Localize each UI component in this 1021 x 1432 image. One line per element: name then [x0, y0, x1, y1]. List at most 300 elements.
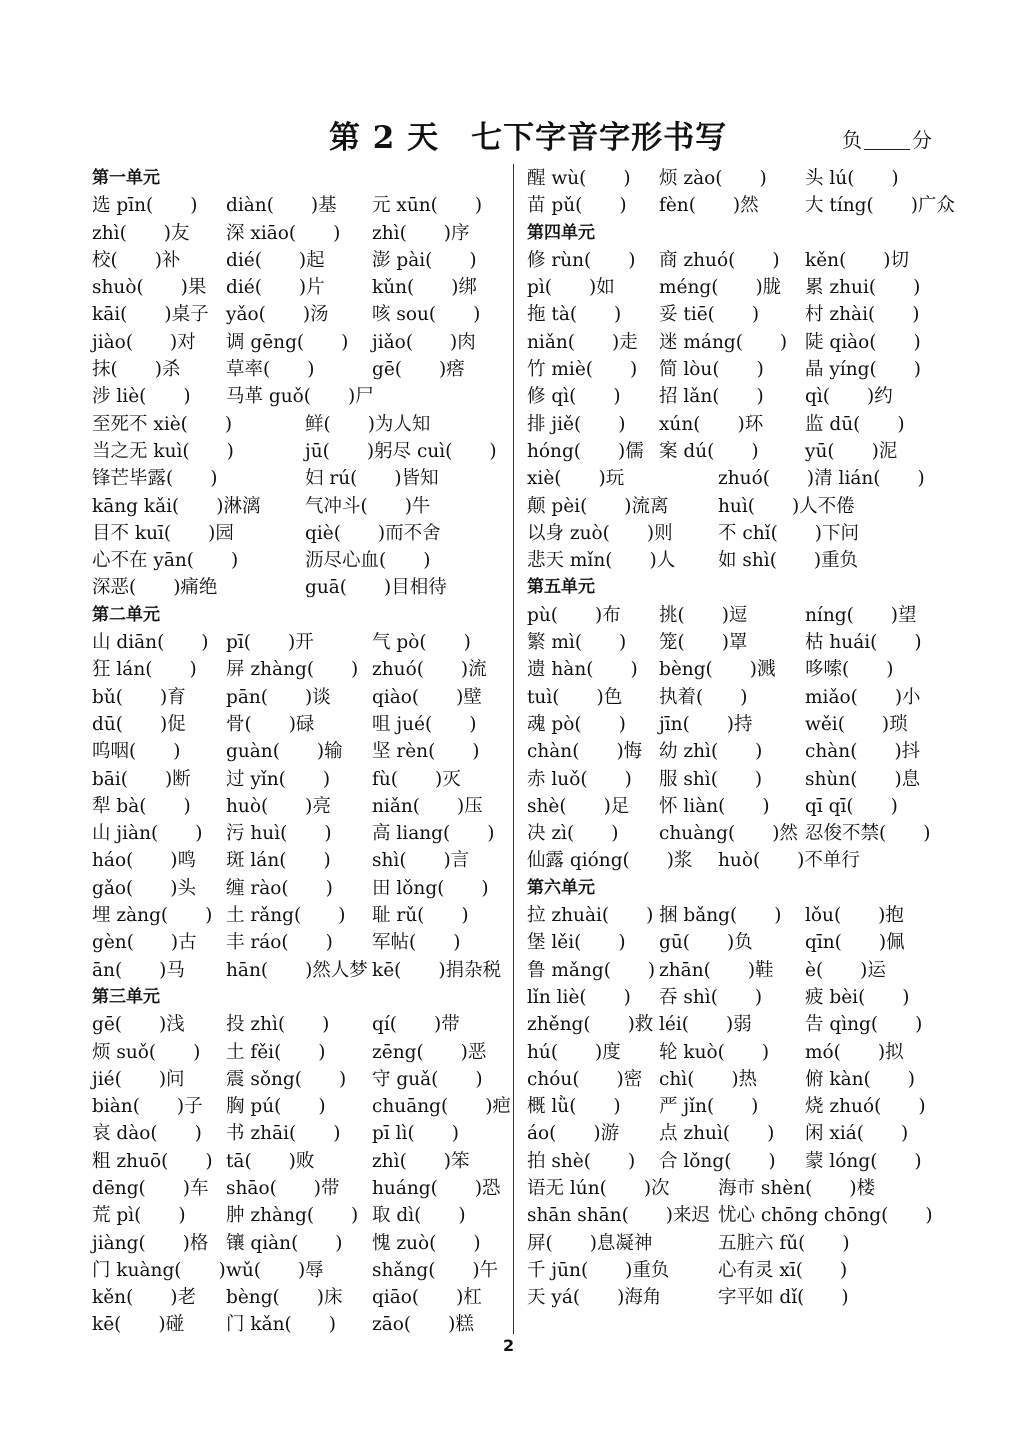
word-item: 选 pīn( ) — [92, 195, 198, 217]
word-item: 魂 pò( ) — [527, 713, 626, 735]
word-item: 深 xiāo( ) — [226, 222, 341, 244]
word-item: 过 yǐn( ) — [226, 768, 331, 790]
word-row — [92, 875, 502, 902]
idiom-row — [527, 465, 997, 492]
section-heading-text: 第二单元 — [92, 604, 160, 625]
word-item: guàn( )输 — [226, 741, 343, 763]
idiom-item: 悲天 mǐn( )人 — [527, 550, 676, 572]
idiom-item: huì( )人不倦 — [718, 495, 855, 517]
section-heading — [92, 165, 502, 192]
word-row — [527, 301, 997, 328]
word-item: chóu( )密 — [527, 1068, 643, 1090]
word-item: 校( )补 — [92, 249, 181, 271]
word-item: 疲 bèi( ) — [805, 986, 910, 1008]
word-item: kěn( )老 — [92, 1287, 197, 1309]
word-item: bèng( )床 — [226, 1287, 343, 1309]
word-row — [92, 1175, 502, 1202]
word-row — [527, 165, 997, 192]
word-item: 拉 zhuài( ) — [527, 905, 654, 927]
word-item: 监 dū( ) — [805, 413, 905, 435]
word-row — [527, 793, 997, 820]
word-item: qī qī( ) — [805, 795, 898, 817]
word-item: yǎo( )汤 — [226, 304, 329, 326]
word-row — [92, 820, 502, 847]
idiom-row — [92, 411, 502, 438]
word-item: 合 lǒng( ) — [659, 1150, 776, 1172]
word-item: shùn( )息 — [805, 768, 921, 790]
word-row — [527, 1148, 997, 1175]
word-item: 竹 miè( ) — [527, 359, 638, 381]
word-row — [527, 383, 997, 410]
section-heading — [527, 875, 997, 902]
word-item: kāi( )桌子 — [92, 304, 209, 326]
idiom-row — [527, 1175, 997, 1202]
word-item: 震 sǒng( ) — [226, 1068, 347, 1090]
word-item: 点 zhuì( ) — [659, 1123, 775, 1145]
word-item: 哆嗦( ) — [805, 659, 894, 681]
word-item: 幼 zhì( ) — [659, 741, 763, 763]
word-row — [92, 329, 502, 356]
word-item: shǎng( )午 — [372, 1259, 499, 1281]
word-row — [92, 274, 502, 301]
score-field — [842, 124, 932, 153]
word-item: 晶 yíng( ) — [805, 359, 921, 381]
word-item: pù( )布 — [527, 604, 621, 626]
word-item: 山 diān( ) — [92, 632, 209, 654]
word-item: qiào( )壁 — [372, 686, 482, 708]
word-item: 陡 qiào( ) — [805, 331, 921, 353]
word-item: 大 tíng( )广众 — [805, 195, 955, 217]
left-column — [92, 165, 511, 1339]
idiom-item: 千 jūn( )重负 — [527, 1259, 670, 1281]
idiom-item: 心不在 yān( ) — [92, 550, 239, 572]
idiom-row — [527, 1257, 997, 1284]
word-item: kěn( )切 — [805, 249, 910, 271]
column-divider — [513, 164, 514, 1334]
word-item: qiāo( )杠 — [372, 1287, 482, 1309]
word-row — [527, 247, 997, 274]
word-row — [92, 847, 502, 874]
word-row — [92, 902, 502, 929]
word-row — [92, 1311, 502, 1338]
word-row — [92, 1148, 502, 1175]
word-item: mó( )拟 — [805, 1041, 904, 1063]
word-item: 修 qì( ) — [527, 386, 621, 408]
section-heading-text: 第四单元 — [527, 222, 595, 243]
idiom-item: 语无 lún( )次 — [527, 1177, 670, 1199]
word-item: 山 jiàn( ) — [92, 823, 203, 845]
word-item: 哀 dào( ) — [92, 1123, 202, 1145]
word-item: hān( )然人梦 — [226, 959, 368, 981]
word-row — [527, 656, 997, 683]
word-row — [92, 220, 502, 247]
word-row — [92, 766, 502, 793]
word-row — [92, 1257, 502, 1284]
word-item: yū( )泥 — [805, 440, 898, 462]
word-row — [527, 438, 997, 465]
word-row — [92, 1066, 502, 1093]
word-item: 捆 bǎng( ) — [659, 905, 782, 927]
word-item: 斑 lán( ) — [226, 850, 331, 872]
word-row — [92, 711, 502, 738]
word-item: 案 dú( ) — [659, 440, 759, 462]
word-item: méng( )胧 — [659, 277, 782, 299]
word-item: 土 fěi( ) — [226, 1041, 326, 1063]
word-item: 缠 rào( ) — [226, 877, 333, 899]
word-item: 怀 liàn( ) — [659, 795, 770, 817]
word-row — [92, 1284, 502, 1311]
idiom-item: 沥尽心血( ) — [305, 550, 431, 572]
word-item: chuàng( )然 — [659, 823, 798, 845]
idiom-item: 不 chǐ( )下问 — [718, 522, 860, 544]
word-item: 涉 liè( ) — [92, 386, 191, 408]
word-item: 土 rǎng( ) — [226, 905, 346, 927]
word-item: biàn( )子 — [92, 1096, 203, 1118]
section-heading-text: 第一单元 — [92, 168, 160, 188]
word-item: 苗 pǔ( ) — [527, 195, 627, 217]
page-title: 第 2 天 七下字音字形书写 — [329, 120, 728, 156]
word-item: lǐn liè( ) — [527, 986, 631, 1008]
word-item: fù( )灭 — [372, 768, 461, 790]
word-item: bāi( )断 — [92, 768, 191, 790]
word-item: jīn( )持 — [659, 713, 753, 735]
idiom-row — [527, 520, 997, 547]
word-row — [527, 356, 997, 383]
word-item: 忍俊不禁( ) — [805, 823, 931, 845]
word-item: 军帖( ) — [372, 932, 461, 954]
word-item: shāo( )带 — [226, 1177, 340, 1199]
idiom-item: guā( )目相待 — [305, 577, 447, 599]
idiom-row — [92, 465, 502, 492]
word-item: 俯 kàn( ) — [805, 1068, 915, 1090]
word-row — [527, 274, 997, 301]
word-item: 荒 pì( ) — [92, 1205, 186, 1227]
idiom-item: 屏( )息凝神 — [527, 1232, 653, 1254]
word-item: 草率( ) — [226, 359, 315, 381]
word-row — [527, 957, 997, 984]
idiom-row — [92, 520, 502, 547]
word-item: xún( )环 — [659, 413, 764, 435]
word-item: 呜咽( ) — [92, 741, 181, 763]
idiom-item: 目不 kuī( )园 — [92, 522, 234, 544]
word-item: 头 lú( ) — [805, 168, 899, 189]
idiom-row — [527, 1230, 997, 1257]
idiom-item: 心有灵 xī( ) — [718, 1259, 848, 1281]
word-item: 高 liang( ) — [372, 823, 495, 845]
idiom-item: 颠 pèi( )流离 — [527, 495, 669, 517]
word-item: gèn( )古 — [92, 932, 197, 954]
word-item: 田 lǒng( ) — [372, 877, 489, 899]
word-item: zhān( )鞋 — [659, 959, 774, 981]
word-row — [527, 1066, 997, 1093]
word-row — [527, 1039, 997, 1066]
word-item: áo( )游 — [527, 1123, 620, 1145]
word-item: niǎn( )压 — [372, 795, 483, 817]
word-item: 简 lòu( ) — [659, 359, 764, 381]
word-item: wǔ( )辱 — [226, 1259, 324, 1281]
word-item: pì( )如 — [527, 277, 615, 299]
idiom-row — [527, 547, 997, 574]
idiom-item: 天 yá( )海角 — [527, 1287, 662, 1309]
word-item: gū( )负 — [659, 932, 753, 954]
word-item: 门 kuàng( ) — [92, 1259, 226, 1281]
idiom-item: 字平如 dǐ( ) — [718, 1287, 849, 1309]
score-prefix: 负 — [842, 128, 862, 152]
score-blank[interactable] — [864, 149, 910, 150]
word-item: jié( )问 — [92, 1068, 185, 1090]
word-item: 吞 shì( ) — [659, 986, 763, 1008]
idiom-item: zhuó( )清 lián( ) — [718, 468, 925, 490]
word-row — [92, 629, 502, 656]
word-item: 挑( )逗 — [659, 604, 748, 626]
idiom-item: 鲜( )为人知 — [305, 413, 431, 435]
word-item: 坚 rèn( ) — [372, 741, 480, 763]
word-item: 严 jǐn( ) — [659, 1096, 759, 1118]
word-item: 狂 lán( ) — [92, 659, 197, 681]
word-item: gē( )瘩 — [372, 359, 465, 381]
word-row — [527, 1093, 997, 1120]
word-row — [92, 684, 502, 711]
word-item: fèn( )然 — [659, 195, 759, 217]
word-item: 闲 xiá( ) — [805, 1123, 909, 1145]
word-item: 执着( ) — [659, 686, 748, 708]
word-item: tā( )败 — [226, 1150, 315, 1172]
word-item: jiàng( )格 — [92, 1232, 209, 1254]
word-row — [92, 1230, 502, 1257]
word-row — [527, 411, 997, 438]
word-item: dū( )促 — [92, 713, 186, 735]
word-item: 书 zhāi( ) — [226, 1123, 341, 1145]
word-item: 醒 wù( ) — [527, 168, 631, 189]
word-item: zhì( )序 — [372, 222, 470, 244]
word-item: 告 qìng( ) — [805, 1014, 923, 1036]
word-item: qīn( )佩 — [805, 932, 905, 954]
word-row — [92, 247, 502, 274]
idiom-item: 锋芒毕露( ) — [92, 468, 218, 490]
word-item: 马革 guǒ( )尸 — [226, 386, 374, 408]
word-item: 抹( )杀 — [92, 359, 181, 381]
section-heading — [527, 574, 997, 601]
word-row — [527, 1120, 997, 1147]
idiom-item: qiè( )而不舍 — [305, 522, 441, 544]
word-row — [527, 192, 997, 219]
idiom-row — [92, 493, 502, 520]
word-item: háo( )鸣 — [92, 850, 197, 872]
word-item: 商 zhuó( ) — [659, 249, 780, 271]
word-item: 服 shì( ) — [659, 768, 763, 790]
idiom-item: 仙露 qióng( )浆 — [527, 850, 693, 872]
idiom-item: 妇 rú( )皆知 — [305, 468, 439, 490]
word-item: 繁 mì( ) — [527, 632, 627, 654]
word-item: diàn( )基 — [226, 195, 337, 217]
section-heading — [527, 220, 997, 247]
word-item: huò( )亮 — [226, 795, 331, 817]
word-item: zhì( )笨 — [372, 1150, 470, 1172]
section-heading-text: 第五单元 — [527, 577, 595, 598]
word-row — [92, 1011, 502, 1038]
word-item: 胸 pú( ) — [226, 1096, 326, 1118]
idiom-item: 忧心 chōng chōng( ) — [718, 1205, 933, 1227]
word-item: è( )运 — [805, 959, 886, 981]
word-item: 遗 hàn( ) — [527, 659, 638, 681]
word-item: kē( )碰 — [92, 1314, 185, 1336]
word-item: 村 zhài( ) — [805, 304, 920, 326]
word-row — [92, 356, 502, 383]
section-heading — [92, 984, 502, 1011]
word-item: shì( )言 — [372, 850, 470, 872]
word-item: huáng( )恐 — [372, 1177, 501, 1199]
word-row — [527, 1011, 997, 1038]
word-item: 犁 bà( ) — [92, 795, 191, 817]
word-row — [92, 1120, 502, 1147]
word-item: zāo( )糕 — [372, 1314, 474, 1336]
word-item: zhěng( )救 — [527, 1014, 654, 1036]
word-item: 愧 zuò( ) — [372, 1232, 481, 1254]
word-row — [527, 711, 997, 738]
idiom-item: 以身 zuò( )则 — [527, 522, 673, 544]
idiom-item: huò( )不单行 — [718, 850, 860, 872]
word-row — [527, 329, 997, 356]
word-item: qì( )约 — [805, 386, 893, 408]
word-row — [92, 383, 502, 410]
section-heading-text: 第三单元 — [92, 986, 160, 1007]
section-heading-text: 第六单元 — [527, 877, 595, 898]
word-row — [527, 738, 997, 765]
word-item: 元 xūn( ) — [372, 195, 483, 217]
word-item: miǎo( )小 — [805, 686, 921, 708]
idiom-row — [92, 438, 502, 465]
idiom-item: kāng kǎi( )淋漓 — [92, 495, 261, 517]
word-item: zhuó( )流 — [372, 659, 487, 681]
word-item: 气 pò( ) — [372, 632, 471, 654]
word-row — [527, 984, 997, 1011]
word-row — [92, 1093, 511, 1120]
idiom-item: 至死不 xiè( ) — [92, 413, 233, 435]
word-row — [92, 1202, 502, 1229]
word-item: pī lì( ) — [372, 1123, 459, 1145]
word-item: 调 gēng( ) — [226, 331, 349, 353]
word-item: qí( )带 — [372, 1014, 460, 1036]
word-item: gǎo( )头 — [92, 877, 196, 899]
right-column — [527, 165, 997, 1311]
word-item: 拖 tà( ) — [527, 304, 622, 326]
word-item: 烦 suǒ( ) — [92, 1041, 201, 1063]
word-item: 澎 pài( ) — [372, 249, 477, 271]
idiom-item: 海市 shèn( )楼 — [718, 1177, 876, 1199]
word-item: 鲁 mǎng( ) — [527, 959, 656, 981]
word-item: gē( )浅 — [92, 1014, 185, 1036]
word-row — [527, 684, 997, 711]
word-item: 咳 sou( ) — [372, 304, 481, 326]
word-item: zhì( )友 — [92, 222, 190, 244]
word-item: 累 zhui( ) — [805, 277, 921, 299]
word-item: 妥 tiē( ) — [659, 304, 760, 326]
word-item: bèng( )溅 — [659, 659, 776, 681]
idiom-item: 当之无 kuì( ) — [92, 440, 234, 462]
idiom-row — [527, 1202, 997, 1229]
word-item: shè( )足 — [527, 795, 630, 817]
word-item: lǒu( )抱 — [805, 905, 904, 927]
word-item: jiào( )对 — [92, 331, 196, 353]
word-item: níng( )望 — [805, 604, 917, 626]
word-item: 烦 zào( ) — [659, 168, 767, 189]
word-item: 埋 zàng( ) — [92, 905, 213, 927]
word-item: chuāng( )疤 — [372, 1096, 511, 1118]
word-row — [92, 738, 502, 765]
word-row — [527, 929, 997, 956]
word-item: pān( )谈 — [226, 686, 331, 708]
idiom-item: xiè( )玩 — [527, 468, 625, 490]
word-item: 镶 qiàn( ) — [226, 1232, 343, 1254]
word-item: 蒙 lóng( ) — [805, 1150, 922, 1172]
word-item: 修 rùn( ) — [527, 249, 636, 271]
word-row — [527, 602, 997, 629]
word-item: 拍 shè( ) — [527, 1150, 636, 1172]
word-item: 迷 máng( ) — [659, 331, 788, 353]
word-item: dēng( )车 — [92, 1177, 209, 1199]
idiom-row — [527, 493, 997, 520]
word-row — [92, 929, 502, 956]
word-item: 赤 luǒ( ) — [527, 768, 632, 790]
word-item: ān( )马 — [92, 959, 185, 981]
word-item: pī( )开 — [226, 632, 314, 654]
word-item: 丰 ráo( ) — [226, 932, 333, 954]
word-item: 粗 zhuō( ) — [92, 1150, 213, 1172]
word-item: shuò( )果 — [92, 277, 207, 299]
word-item: 投 zhì( ) — [226, 1014, 330, 1036]
section-heading — [92, 602, 502, 629]
word-item: hóng( )儒 — [527, 440, 644, 462]
idiom-item: 深恶( )痛绝 — [92, 577, 218, 599]
score-suffix: 分 — [912, 128, 932, 152]
word-item: chàn( )悔 — [527, 741, 643, 763]
word-item: kǔn( )绑 — [372, 277, 477, 299]
word-row — [92, 192, 502, 219]
word-item: 肿 zhàng( ) — [226, 1205, 359, 1227]
word-item: 排 jiě( ) — [527, 413, 626, 435]
idiom-item: shān shān( )来迟 — [527, 1205, 711, 1227]
idiom-item: jū( )躬尽 cuì( ) — [305, 440, 497, 462]
word-item: 屏 zhàng( ) — [226, 659, 359, 681]
word-row — [527, 766, 997, 793]
word-item: léi( )弱 — [659, 1014, 752, 1036]
word-item: wěi( )琐 — [805, 713, 908, 735]
idiom-row — [92, 547, 502, 574]
word-item: 堡 lěi( ) — [527, 932, 626, 954]
word-row — [527, 629, 997, 656]
idiom-item: 如 shì( )重负 — [718, 550, 859, 572]
word-item: 耻 rǔ( ) — [372, 905, 469, 927]
word-item: hú( )度 — [527, 1041, 621, 1063]
word-row — [92, 1039, 502, 1066]
word-item: zēng( )恶 — [372, 1041, 487, 1063]
word-item: jiǎo( )肉 — [372, 331, 476, 353]
word-item: 枯 huái( ) — [805, 632, 922, 654]
page-number: 2 — [503, 1336, 515, 1355]
idiom-row — [92, 574, 502, 601]
word-item: 污 huì( ) — [226, 823, 332, 845]
word-item: 咀 jué( ) — [372, 713, 477, 735]
word-row — [92, 301, 502, 328]
word-row — [92, 656, 502, 683]
word-row — [92, 793, 502, 820]
word-item: chì( )热 — [659, 1068, 758, 1090]
word-row — [527, 820, 997, 847]
word-item: 烧 zhuó( ) — [805, 1096, 926, 1118]
word-item: bǔ( )育 — [92, 686, 186, 708]
word-item: 骨( )碌 — [226, 713, 315, 735]
word-item: 概 lǜ( ) — [527, 1096, 621, 1118]
